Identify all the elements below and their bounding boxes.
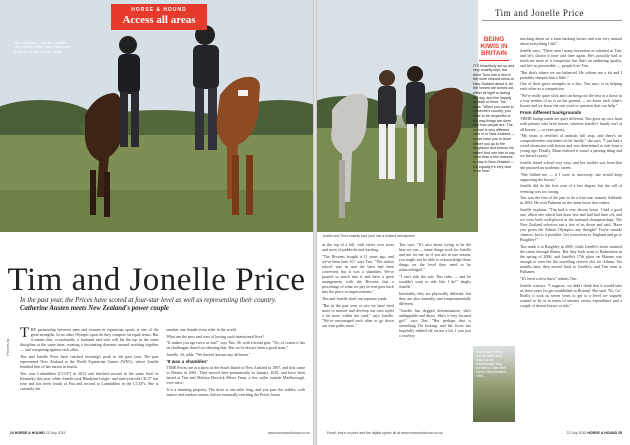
running-header: Tim and Jonelle Price [495, 8, 584, 18]
sidebar-rule [479, 60, 509, 61]
photo-caption-right: Jonelle and Tim's smartly kept yard has a relaxed atmosphere [322, 234, 415, 238]
sidebar-text: IT'S beautifully set up and very smartly kept, but there Tuns has a hint of the more relaxed ethos of New Zealand about it. All the horses are turned out, either at night or during the day, and live happily in fields of three. Tim says: "When you come to someone's country, you have to be respectful of the way things are done and how people are. The culture is very different here to in New Zealand — so we have you to learn before you go to the neighbour and borrow his trailer! And one has to say more than a few reasons to stay in New Zealand — but equally it's very nice to be here." [473, 63, 515, 174]
right-page [317, 0, 630, 445]
section-badge-top: HORSE & HOUND [131, 7, 187, 13]
small-photo-caption: The outdoor arena and all stable area, make up the Marlborough, they are able to relax their horses' New Zealand Tims [476, 350, 506, 378]
body-paragraph: Tim won Luhmühlen (CCI4*) in 2014 and finished second in the same level in Kentucky this year, while Jonelle took Blenheim's eight- and nine-year-old CIC3* last year and has been fourth at Pau and second at Luhmühlen in the CCI4*s. She is currently the [20, 370, 159, 392]
body-paragraph: number one female event rider in the world. [166, 327, 237, 332]
subheading: From different backgrounds [520, 110, 582, 116]
footer-url: www.horseandhound.co.uk [267, 431, 310, 435]
body-paragraph: "It makes you age twice as fast!" says Tim, 36, with a broad grin. "No, of course it has its challenges; there's no denying that. But we've always been a good team." [166, 340, 305, 351]
riders-with-horses-illustration [0, 0, 313, 232]
body-paragraph: It is a stunning property. The drive is one mile long, and you pass the stables, with indoor and outdoor arenas, before eventually reaching the Prices' home [166, 386, 305, 398]
yard-photo [317, 0, 478, 232]
left-footer [10, 431, 310, 435]
photo-caption: The Kiwi duo — Tim and Jonelle, with horses at their farm, have been in Britain for the past 27 years [14, 41, 72, 54]
body-column-2 [167, 327, 306, 422]
standfirst [20, 297, 305, 314]
sidebar-title: BEING KIWIS IN BRITAIN [480, 36, 508, 57]
body-column-1 [20, 327, 159, 422]
standfirst-author: Catherine Austen meets New Zealand's power couple [20, 305, 169, 313]
body-paragraph: Tim and Jonelle Price have reached eventing's peak in the past year. The pair represented New Zealand at the World Equestrian Games (WEG), where Jonelle finished best of her nation in fourth. [20, 353, 159, 370]
right-footer [327, 431, 622, 435]
header-rule [482, 20, 622, 21]
section-badge [111, 4, 207, 30]
footer-folio: 24 HORSE & HOUND 23 July 2015 [10, 431, 66, 435]
left-page [0, 0, 313, 445]
footer-note: Email: thorn on print and the digital option all at www.horseandhound.co.uk [327, 431, 443, 435]
article-body-left [20, 327, 305, 422]
body-column-4: Tim says: "It's also about trying to be the best we can — some things work for Jonelle and not for me, so if you are in one season, you might not be able to acknowledge those things on the level they need to be acknowledged." "I can't ride the way Tim rides — and he wouldn't want to ride like I do!" laughs Jonelle. Inevitably, they are physically different, but they are also mentally and temperamentally different. "Jonelle has dogged determination; she's unflappable and direct. She's a very focused girl," says Tim. "Her perhaps that is something I'm lacking, and her focus has hopefully rubbed off on me a bit. I was just a cowboy [399, 242, 471, 339]
body-column-3: as the top of a hill, with views over acres and acres of paddocks and tracking. "The Bivvens bought it 11 years ago, and we've been here 10," says Tim. "The indoor school was in and the barn had been converted, but it was a shambles. We've poured so much into it and have a great arrangement with the Bivvens that a percentage of what we pay in rent goes back into the place in improvements." Tim and Jonelle don't run separate yards. "But in the past year or two we have tried more to nurture and develop our own styles a bit more within the yard," says Jonelle. "We've encouraged each other to go down our own paths more." [322, 242, 394, 328]
subheading: 'It was a shambles' [166, 358, 208, 364]
body-paragraph: Jonelle, 34, adds: "We haven't known any different." [166, 351, 251, 357]
couple-with-horses-illustration [317, 0, 478, 232]
standfirst-text: In the past year, the Prices have scored at four-star level as well as representing their country. [20, 297, 277, 304]
sidebar-being-kiwis [473, 36, 515, 174]
photo-credit: Pictures by ... [6, 335, 10, 356]
body-paragraph: THE partnership between men and women in equestrian sports is one of the great strengths. In no other Olympic sport do they compete on equal terms. But it means that, occasionally, a husband and wife will hit the top in the same discipline at the same time, creating a fascinating dynamic around working together — and competing against each other. [20, 325, 159, 353]
body-paragraph: TIME Prices are at a show in the South Island of New Zealand in 1997, and first came to Britain in 2001. They moved here permanently in January 2010, and have been based at Tim and Melissa Berwick Mews Farm, a few miles outside Marlborough, ever since. [166, 365, 305, 386]
article-headline: Tim and Jonelle Price [7, 262, 306, 298]
section-badge-title: Access all areas [122, 14, 196, 26]
riders-photo [0, 0, 313, 232]
body-column-5: mucking about on a farm backing horses and was very natural about everything I did." Jonelle says: "There aren't many horsemen as talented as Tim, and he's shown it time and time again. He's possibly had to teach me more of a competitor, but that's an endearing quality, and he's so personable — people love Tim. "But that's where we are balanced. He softens me a bit and I probably sharpen him a little." One of their great strengths as a duo, Tim says, is in helping each other as a competition. "We're really quite slick and can bring out the best in a horse in a way neither of us is on the ground — we know each other's horses and we know the one word or question that can help." From different backgrounds THEIR backgrounds are quite different. Tim grew up on a farm with parents who bred horses, whereas Jonelle's family isn't at all horsey — or even sporty. "My mum is terrified of animals full stop, and there's no competitiveness anywhere in the family," she says. "I just had a weird obsession with horses and was determined to ride from a young age. Finally, Mum realised it wasn't a passing thing and we leased a pony." Jonelle found school very easy, and her mother was keen that she pursued an academic career. "She lobbed me — if I were to university, she would keep supporting the horses." Jonelle did do the first year of a law degree, but the call of eventing was too strong. Tim was the first of the pair to do a four-star, namely Adelaide in 2004. He won Pulmont on the same horse that winter. Jonelle explains: "Tim had a very decent horse. I had a good one, albeit one which had done less and had had time off, and we were both well-placed at the national championships. The New Zealand selectors ran a few of us down and said, 'Have you given the Athens Olympics any thought? You're outside chances, but is it possible. Get yourselves to England and go to Burghley!'" Tim made it to Burghley in 2005, while Jonelle's horse strained the stress through illness. But they both went to Badminton in the spring of 2006, and Jonelle's 17th place on Marone was enough to earn her the travelling reserve slot for Athens. Six months later, they moved back to Jonelle's, and Tim went to Pulhanes. "It's been a slow burn," admits Tim. Jonelle concurs: "I suppose, we didn't think that it would take us three years [to get established in Britain]. She said, 'No, Go'. Really it took us seven years to get to a level we vaguely wanted to be at in terms of income versus expenditure and a couple of decent horses to ride." [520, 36, 622, 308]
footer-folio: 23 July 2015 HORSE & HOUND 25 [566, 431, 622, 435]
drop-cap: T [20, 325, 30, 341]
body-paragraph: What are the pros and cons of having such intertwined lives? [166, 333, 265, 339]
